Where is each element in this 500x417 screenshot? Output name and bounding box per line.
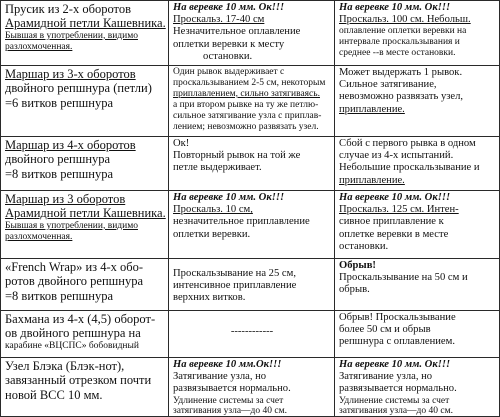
cell-text: случае из 4-х испытаний. [339, 150, 454, 162]
knot-cell [0, 358, 168, 416]
cell-text: Маршар из 3 оборотов [5, 192, 126, 206]
result-other-cell [334, 66, 500, 137]
result-other-cell [334, 311, 500, 358]
cell-text: Проскальз. 17-40 см [173, 14, 265, 26]
cell-text: двойного репшнура [5, 152, 111, 167]
cell-text: Удлинение системы за счет [173, 395, 284, 406]
cell-text: лением; невозможно развязать узел. [173, 121, 319, 132]
cell-text: На веревке 10 мм. Ок!!! [339, 2, 451, 13]
result-other-cell [334, 137, 500, 191]
cell-text: Повторный рывок на той же [173, 150, 301, 162]
cell-text: ов двойного репшнура на [5, 326, 141, 341]
table-row [0, 357, 500, 417]
cell-text: На веревке 10 мм. Ок!!! [173, 192, 285, 203]
cell-text: оплетки веревки к месту [173, 38, 285, 50]
cell-text: Обрыв! [339, 260, 376, 271]
cell-text: Бывшая в употреблении, видимо [5, 30, 138, 41]
table-row [0, 258, 500, 311]
cell-text: развязывается нормально. [339, 383, 457, 395]
cell-text: Проскальзывание на 25 см, [173, 268, 296, 279]
cell-text: На веревке 10 мм. Ок!!! [173, 2, 285, 13]
cell-text: сивное приплавление к [339, 216, 444, 228]
cell-text: интервале проскальзывания и [339, 37, 460, 48]
result-10mm-cell [168, 66, 334, 137]
cell-text: репшнура с оплавлением. [339, 336, 455, 348]
knot-cell [0, 66, 168, 137]
cell-text: Удлинение системы за счет [339, 395, 450, 406]
cell-text: Прусик из 2-х оборотов [5, 2, 131, 16]
cell-text: петле выдерживает. [173, 162, 262, 174]
result-other-cell [334, 259, 500, 311]
cell-text: =8 витков репшнура [5, 288, 114, 303]
cell-text: среднее --в месте остановки. [339, 48, 456, 59]
result-10mm-cell [168, 137, 334, 191]
cell-text: оплетки веревки. [173, 228, 251, 240]
cell-text: развязывается нормально. [173, 383, 291, 395]
result-other-cell [334, 1, 500, 66]
result-other-cell [334, 358, 500, 416]
cell-text: =6 витков репшнура [5, 95, 114, 110]
knot-cell [0, 1, 168, 66]
cell-text: проскальзыванием 2-5 см, некоторым [173, 77, 326, 88]
cell-text: Незначительное оплавление [173, 26, 301, 38]
cell-text: интенсивное приплавление [173, 280, 297, 292]
cell-text: Узел Блэка (Блэк-нот), [5, 359, 125, 373]
cell-text: Проскальз. 125 см. Интен- [339, 204, 459, 216]
cell-text: невозможно развязать узел, [339, 91, 464, 103]
cell-text: обрыв. [339, 284, 370, 296]
cell-text: Арамидной петли Кашевника. [5, 206, 166, 221]
cell-text: карабине «ВЦСПС» бобовидный [5, 340, 139, 351]
cell-text: оплетке веревки в месте [339, 228, 449, 240]
result-10mm-cell [168, 259, 334, 311]
cell-text: На веревке 10 мм. Ок!!! [339, 192, 451, 203]
cell-text: Может выдержать 1 рывок. [339, 67, 463, 78]
cell-text: оплавление оплетки веревки на [339, 26, 467, 37]
table-row [0, 0, 500, 66]
cell-text: ------------ [230, 326, 274, 337]
cell-text: Проскальз. 100 см. Небольш. [339, 14, 471, 26]
cell-text: Затягивание узла, но [339, 371, 433, 383]
cell-text: более 50 см и обрыв [339, 324, 431, 336]
cell-text: остановки. [339, 240, 389, 252]
table-row [0, 190, 500, 259]
cell-text: незначительное приплавление [173, 216, 310, 228]
cell-text: Бывшая в употреблении, видимо [5, 220, 138, 231]
cell-text: Проскальз. 10 см, [173, 204, 253, 216]
cell-text: разлохмоченная. [5, 41, 73, 52]
cell-text: На веревке 10 мм.Ок!!! [173, 359, 282, 370]
cell-text: Обрыв! Проскальзывание [339, 312, 456, 323]
cell-text: затягивания узла—до 40 см. [173, 406, 287, 416]
cell-text: разлохмоченная. [5, 231, 73, 242]
cell-text: Маршар из 4-х оборотов [5, 138, 136, 152]
cell-text: Сбой с первого рывка в одном [339, 138, 476, 149]
cell-text: приплавление. [339, 103, 405, 115]
result-10mm-cell [168, 191, 334, 259]
cell-text: затягивания узла—до 40 см. [339, 406, 453, 416]
result-10mm-cell [168, 1, 334, 66]
cell-text: ротов двойного репшнура [5, 274, 144, 289]
cell-text: Арамидной петли Кашевника. [5, 16, 166, 31]
cell-text: сильное затягивание узла с приплав- [173, 110, 322, 121]
cell-text: приплавление. [339, 174, 405, 186]
cell-text: остановки. [203, 50, 253, 62]
cell-text: «French Wrap» из 4-х обо- [5, 260, 144, 274]
cell-text: верхних витков. [173, 292, 246, 304]
knot-cell [0, 137, 168, 191]
cell-text: двойного репшнура (петли) [5, 81, 152, 96]
result-10mm-cell [168, 358, 334, 416]
result-10mm-cell [168, 311, 334, 358]
cell-text: Маршар из 3-х оборотов [5, 67, 136, 81]
cell-text: новой ВСС 10 мм. [5, 387, 103, 402]
cell-text: Небольшие проскальзывание и [339, 162, 480, 174]
cell-text: Один рывок выдерживает с [173, 67, 285, 77]
table-row [0, 310, 500, 358]
table-row [0, 136, 500, 191]
knot-cell [0, 191, 168, 259]
cell-text: завязанный отрезком почти [5, 373, 152, 388]
knot-cell [0, 311, 168, 358]
cell-text: Затягивание узла, но [173, 371, 267, 383]
knot-cell [0, 259, 168, 311]
cell-text: Ок! [173, 138, 190, 149]
cell-text: На веревке 10 мм. Ок!!! [339, 359, 451, 370]
table-row [0, 65, 500, 137]
result-other-cell [334, 191, 500, 259]
cell-text: Бахмана из 4-х (4,5) оборот- [5, 312, 156, 326]
cell-text: Проскальзывание на 50 см и [339, 272, 468, 284]
cell-text: приплавлением, сильно затягиваясь. [173, 88, 320, 99]
cell-text: Сильное затягивание, [339, 79, 437, 91]
cell-text: =8 витков репшнура [5, 166, 114, 181]
cell-text: а при втором рывке на ту же петлю- [173, 99, 319, 110]
